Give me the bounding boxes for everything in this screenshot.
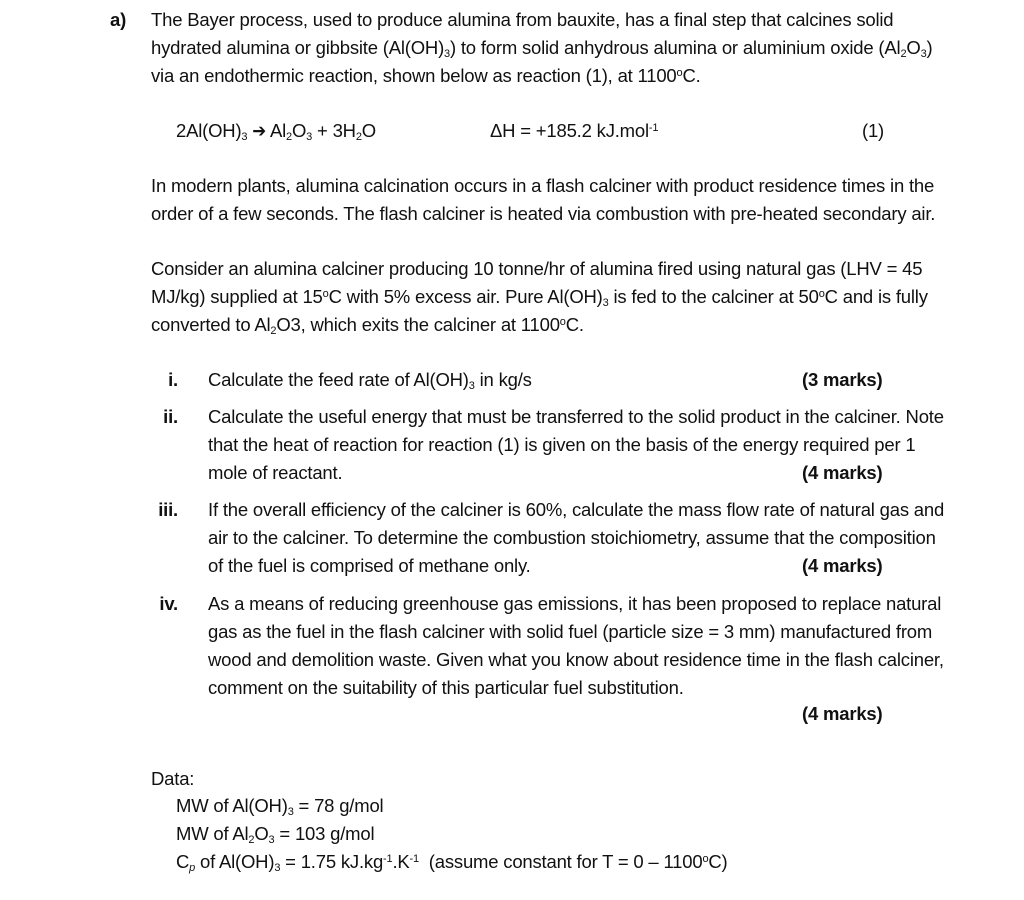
question-number: iii. [158, 499, 178, 520]
question-line: mole of reactant. [208, 462, 343, 483]
question-marks: (3 marks) [802, 369, 883, 390]
reaction-arrow: ➔ [252, 120, 267, 141]
question-line: Calculate the useful energy that must be transferred to the solid product in the calciner. Note [208, 406, 944, 427]
reaction-enthalpy: ΔH = +185.2 kJ.mol$^{-1}$ [490, 120, 659, 141]
question-number: i. [168, 369, 178, 390]
mw-alumina: MW of $Al_2O_3 = 103$ g/mol [176, 823, 375, 846]
part-label: a) [110, 9, 127, 30]
question-line: wood and demolition waste. Given what you know about residence time in the flash calciner, [208, 649, 944, 670]
question-line: gas as the fuel in the flash calciner with solid fuel (particle size = 3 mm) manufactured from [208, 621, 933, 642]
intro-line-3: via an endothermic reaction, shown below as reaction (1), at 1100$^o$C. [151, 65, 701, 86]
heat-capacity: $C_p$ of $Al(OH)_3 = 1.75$ $kJ.kg^{-1}.K^{-1}$ (assume constant for T = 0 – 1100$^o$C) [176, 851, 728, 874]
question-line: that the heat of reaction for reaction (1) is given on the basis of the energy required per 1 [208, 434, 916, 455]
question-i-text: Calculate the feed rate of $Al(OH)_3$ in kg/s [208, 369, 532, 392]
intro-paragraph [151, 6, 932, 90]
para2-line-2: order of a few seconds. The flash calciner is heated via combustion with pre-heated secondary air. [151, 203, 936, 224]
question-marks: (4 marks) [802, 703, 883, 724]
question-line: air to the calciner. To determine the combustion stoichiometry, assume that the composition [208, 527, 936, 548]
intro-line-2: hydrated alumina or gibbsite $(Al(OH)_3)$ to form solid anhydrous alumina or aluminium oxide $(Al_2O_3)$ [151, 37, 933, 60]
calciner-paragraph [151, 172, 935, 228]
mw-aluminium-hydroxide: MW of $Al(OH)_3 = 78$ g/mol [176, 795, 384, 818]
para3-line-2: MJ/kg) supplied at 15$^o$C with 5% excess air. Pure $Al(OH)_3$ is fed to the calciner at 50$^o$C and is fully [151, 286, 928, 309]
data-heading: Data: [151, 768, 195, 789]
question-line: of the fuel is comprised of methane only. [208, 555, 531, 576]
para3-line-1: Consider an alumina calciner producing 10 tonne/hr of alumina fired using natural gas (LHV = 45 [151, 258, 923, 279]
question-marks: (4 marks) [802, 555, 883, 576]
question-number: ii. [163, 406, 178, 427]
question-marks: (4 marks) [802, 462, 883, 483]
para3-line-3: converted to $Al_2O3$, which exits the calciner at 1100$^o$C. [151, 314, 584, 337]
question-iv-text [208, 590, 944, 702]
question-number: iv. [159, 593, 178, 614]
question-line: As a means of reducing greenhouse gas emissions, it has been proposed to replace natural [208, 593, 942, 614]
intro-line-1: The Bayer process, used to produce alumina from bauxite, has a final step that calcines solid [151, 9, 894, 30]
reaction-equation: $2Al(OH)_3$ ➔ $Al_2O_3 + 3H_2O$ [176, 120, 376, 143]
data-list [176, 792, 728, 876]
question-line: comment on the suitability of this particular fuel substitution. [208, 677, 684, 698]
para2-line-1: In modern plants, alumina calcination occurs in a flash calciner with product residence times in the [151, 175, 935, 196]
reaction-number: (1) [862, 120, 885, 141]
problem-paragraph [151, 255, 928, 339]
question-line: If the overall efficiency of the calciner is 60%, calculate the mass flow rate of natural gas and [208, 499, 945, 520]
